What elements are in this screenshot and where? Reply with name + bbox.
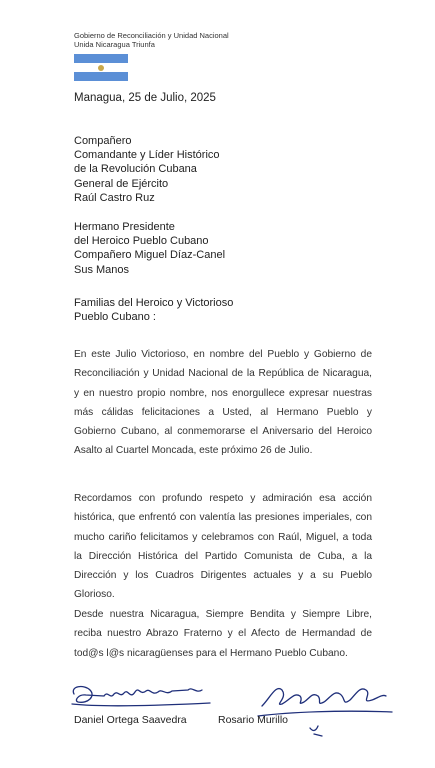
body-paragraph-3: Desde nuestra Nicaragua, Siempre Bendita y Siempre Libre, reciba nuestro Abrazo Fraterno y el Afecto de Hermandad de tod@s l@s nicaragüenses para el Hermano Pueblo Cubano. xyxy=(74,609,372,659)
government-header xyxy=(74,31,229,49)
addressee-line: Pueblo Cubano : xyxy=(74,311,156,324)
addressee-line: Compañero Miguel Díaz-Canel xyxy=(74,249,226,262)
signatory-murillo: Rosario Murillo xyxy=(218,714,289,726)
addressee-line: Hermano Presidente xyxy=(74,221,175,233)
body-paragraph-2: Recordamos con profundo respeto y admiración esa acción histórica, que enfrentó con valentía las presiones imperiales, con mucho cariño felicitamos y celebramos con Raúl, Miguel, a toda la Dirección Histórica del Partido Comunista de Cuba, a la Dirección y los Cuadros Dirigentes actuales y a su Pueblo Glorioso. xyxy=(74,493,372,601)
addressee-block-families xyxy=(74,296,233,324)
body-paragraph-1: En este Julio Victorioso, en nombre del Pueblo y Gobierno de Reconciliación y Unidad Nacional de la República de Nicaragua, y en nuestro propio nombre, nos enorgullece expresar nuestras más cálidas felicitaciones a Usted, al Hermano Pueblo y Gobierno Cubano, al conmemorarse el Aniversario del Heroico Asalto al Cuartel Moncada, este próximo 26 de Julio. xyxy=(74,349,372,457)
addressee-line: General de Ejército xyxy=(74,177,169,190)
signatory-ortega: Daniel Ortega Saavedra xyxy=(74,714,187,726)
addressee-line: del Heroico Pueblo Cubano xyxy=(74,235,209,248)
addressee-line: Raúl Castro Ruz xyxy=(74,191,155,204)
government-slogan: Unida Nicaragua Triunfa xyxy=(74,40,155,49)
nicaragua-flag-icon xyxy=(74,54,128,81)
dateline: Managua, 25 de Julio, 2025 xyxy=(74,92,216,104)
signatures-graphic xyxy=(60,676,400,746)
addressee-line: de la Revolución Cubana xyxy=(74,163,197,176)
addressee-line: Familias del Heroico y Victorioso xyxy=(74,297,234,309)
addressee-block-castro xyxy=(74,134,220,205)
government-name: Gobierno de Reconciliación y Unidad Nacional xyxy=(74,31,229,40)
addressee-block-diaz-canel xyxy=(74,220,225,277)
addressee-line: Comandante y Líder Histórico xyxy=(74,149,220,162)
addressee-line: Compañero xyxy=(74,135,132,147)
signature-murillo xyxy=(258,689,392,736)
signature-ortega xyxy=(72,687,210,706)
addressee-line: Sus Manos xyxy=(74,263,130,276)
